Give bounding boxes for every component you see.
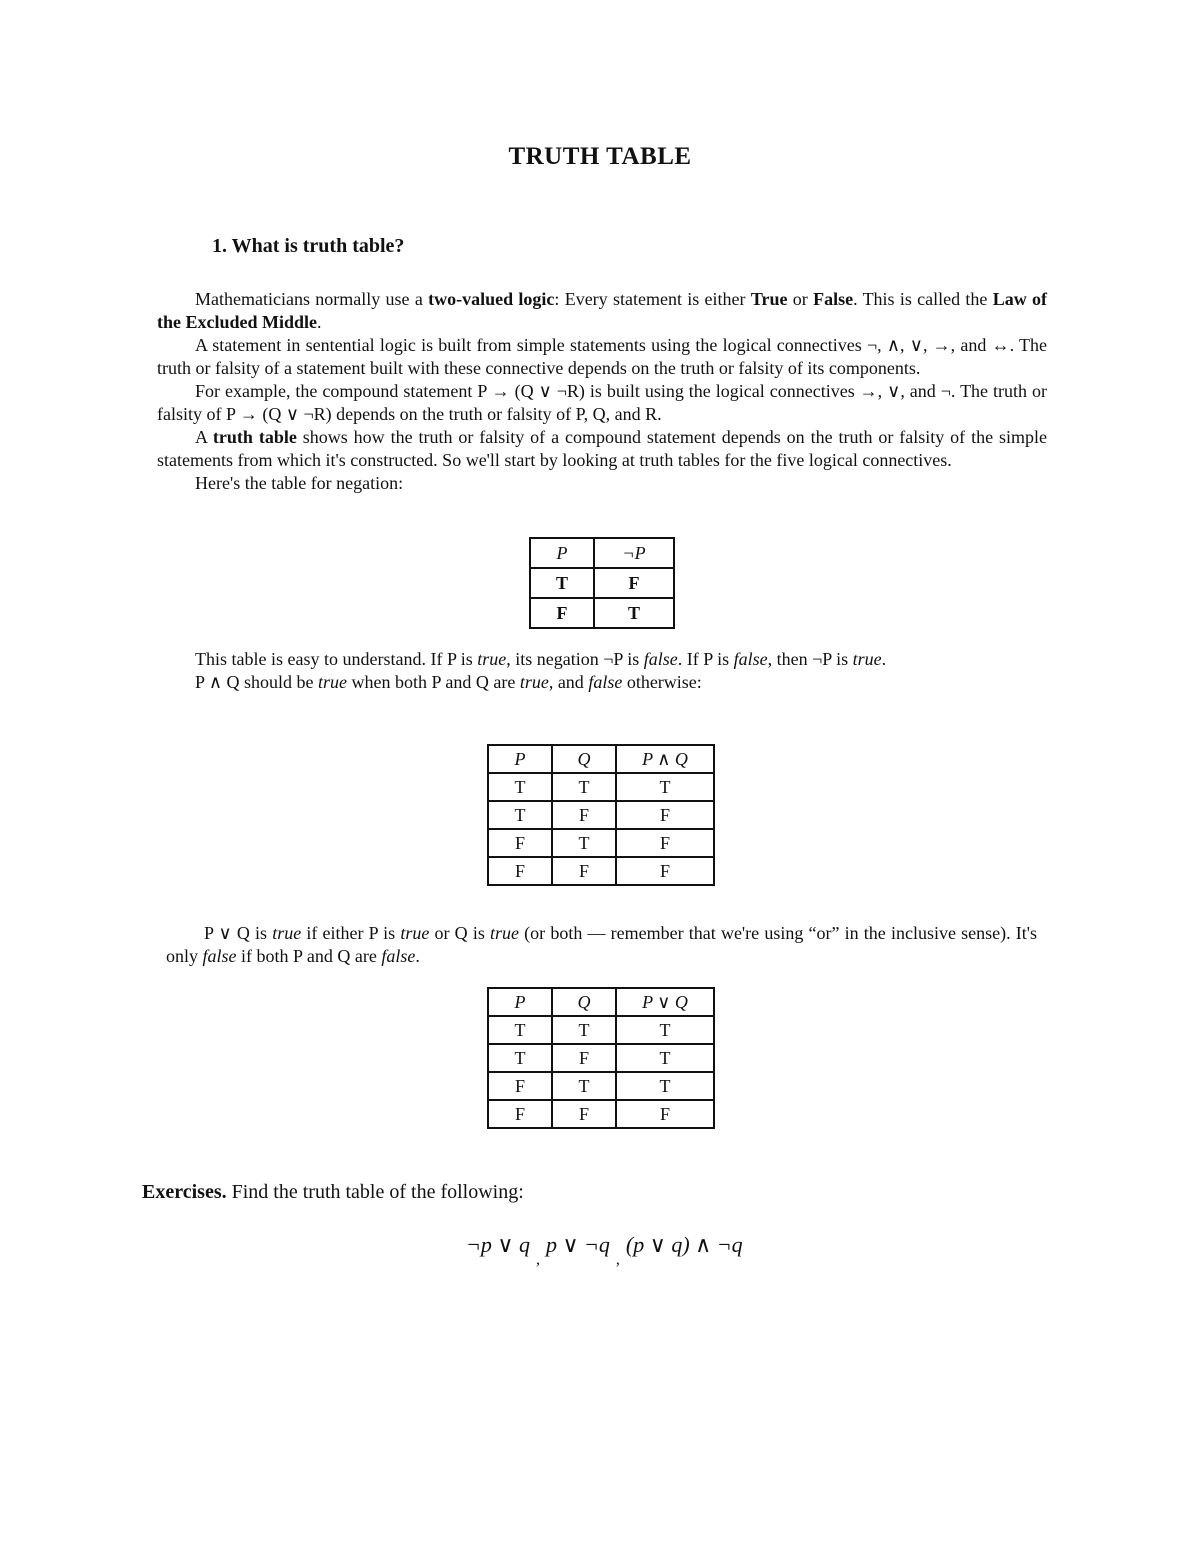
table-cell: T (616, 1044, 714, 1072)
table-row (488, 773, 714, 801)
table-cell: F (552, 801, 616, 829)
table-cell: F (488, 829, 552, 857)
para-connectives: A statement in sentential logic is built from simple statements using the logical connectives ¬, ∧, ∨, →, and ↔. The truth or falsity of a statement built with these connective depends on the truth or falsity of its components. (157, 335, 1047, 378)
table-cell: T (552, 1016, 616, 1044)
table-cell: F (530, 598, 594, 628)
table-cell: T (594, 598, 674, 628)
table-cell: T (616, 1016, 714, 1044)
table-header-cell: Q (552, 988, 616, 1016)
table-row (530, 568, 674, 598)
table-header-cell: Q (552, 745, 616, 773)
table-cell: T (488, 801, 552, 829)
table-row (530, 598, 674, 628)
table-cell: F (488, 857, 552, 885)
table-cell: T (530, 568, 594, 598)
table-header-row (488, 745, 714, 773)
formula-2: p ∨ ¬q (545, 1232, 610, 1257)
table-cell: T (488, 773, 552, 801)
table-cell: F (616, 857, 714, 885)
page-title: TRUTH TABLE (508, 143, 692, 170)
negation-table (529, 537, 675, 629)
formula-separator: , (615, 1251, 620, 1268)
section-heading: 1. What is truth table? (212, 235, 405, 257)
para-negation-explain: This table is easy to understand. If P is true, its negation ¬P is false. If P is false, then ¬P is true. (195, 649, 887, 669)
table-header-cell: P ∨ Q (616, 988, 714, 1016)
para-or-intro: P ∨ Q is true if either P is true or Q is true (or both — remember that we're using “or” in the inclusive sense). It's only false if both P and Q are false. (166, 923, 1037, 966)
table-header-cell: P (488, 988, 552, 1016)
table-cell: F (552, 857, 616, 885)
table-cell: F (594, 568, 674, 598)
disjunction-explanation (166, 922, 1037, 968)
para-negation-intro: Here's the table for negation: (195, 473, 404, 493)
table-cell: T (552, 1072, 616, 1100)
table-row (488, 1072, 714, 1100)
exercises-label: Exercises. (142, 1181, 227, 1203)
table-cell: T (616, 1072, 714, 1100)
table-cell: F (552, 1044, 616, 1072)
table-row (488, 1016, 714, 1044)
table-cell: F (616, 801, 714, 829)
formula-1: ¬p ∨ q (466, 1232, 530, 1257)
negation-explanation (157, 648, 1047, 694)
table-cell: F (552, 1100, 616, 1128)
table-header-cell: P (530, 538, 594, 568)
table-row (488, 1044, 714, 1072)
para-truth-table-def: A truth table shows how the truth or falsity of a compound statement depends on the truth or falsity of the simple statements from which it's constructed. So we'll start by looking at truth tables for the five logical connectives. (157, 427, 1047, 470)
conjunction-table (487, 744, 715, 886)
table-cell: F (488, 1100, 552, 1128)
formula-3: (p ∨ q) ∧ ¬q (625, 1232, 743, 1257)
table-row (488, 801, 714, 829)
table-header-cell: P (488, 745, 552, 773)
table-cell: T (488, 1016, 552, 1044)
table-cell: T (616, 773, 714, 801)
exercise-formulas (466, 1232, 743, 1268)
table-cell: T (552, 773, 616, 801)
table-header-row (488, 988, 714, 1016)
table-cell: T (552, 829, 616, 857)
table-header-row (530, 538, 674, 568)
table-row (488, 857, 714, 885)
table-cell: T (488, 1044, 552, 1072)
exercises-text: Find the truth table of the following: (226, 1181, 524, 1203)
table-header-cell: ¬P (594, 538, 674, 568)
exercises-line (142, 1181, 524, 1204)
table-cell: F (616, 1100, 714, 1128)
formula-separator: , (535, 1251, 540, 1268)
para-example: For example, the compound statement P → (Q ∨ ¬R) is built using the logical connectives →, ∨, and ¬. The truth or falsity of P → (Q ∨ ¬R) depends on the truth or falsity of P, Q, and R. (157, 381, 1047, 424)
table-row (488, 1100, 714, 1128)
disjunction-table (487, 987, 715, 1129)
intro-paragraphs (157, 288, 1047, 495)
para-two-valued-logic: Mathematicians normally use a two-valued logic: Every statement is either True or False. This is called the Law of the Excluded Middle. (157, 289, 1048, 332)
table-cell: F (488, 1072, 552, 1100)
para-and-intro: P ∧ Q should be true when both P and Q are true, and false otherwise: (195, 672, 702, 692)
table-header-cell: P ∧ Q (616, 745, 714, 773)
table-cell: F (616, 829, 714, 857)
table-row (488, 829, 714, 857)
